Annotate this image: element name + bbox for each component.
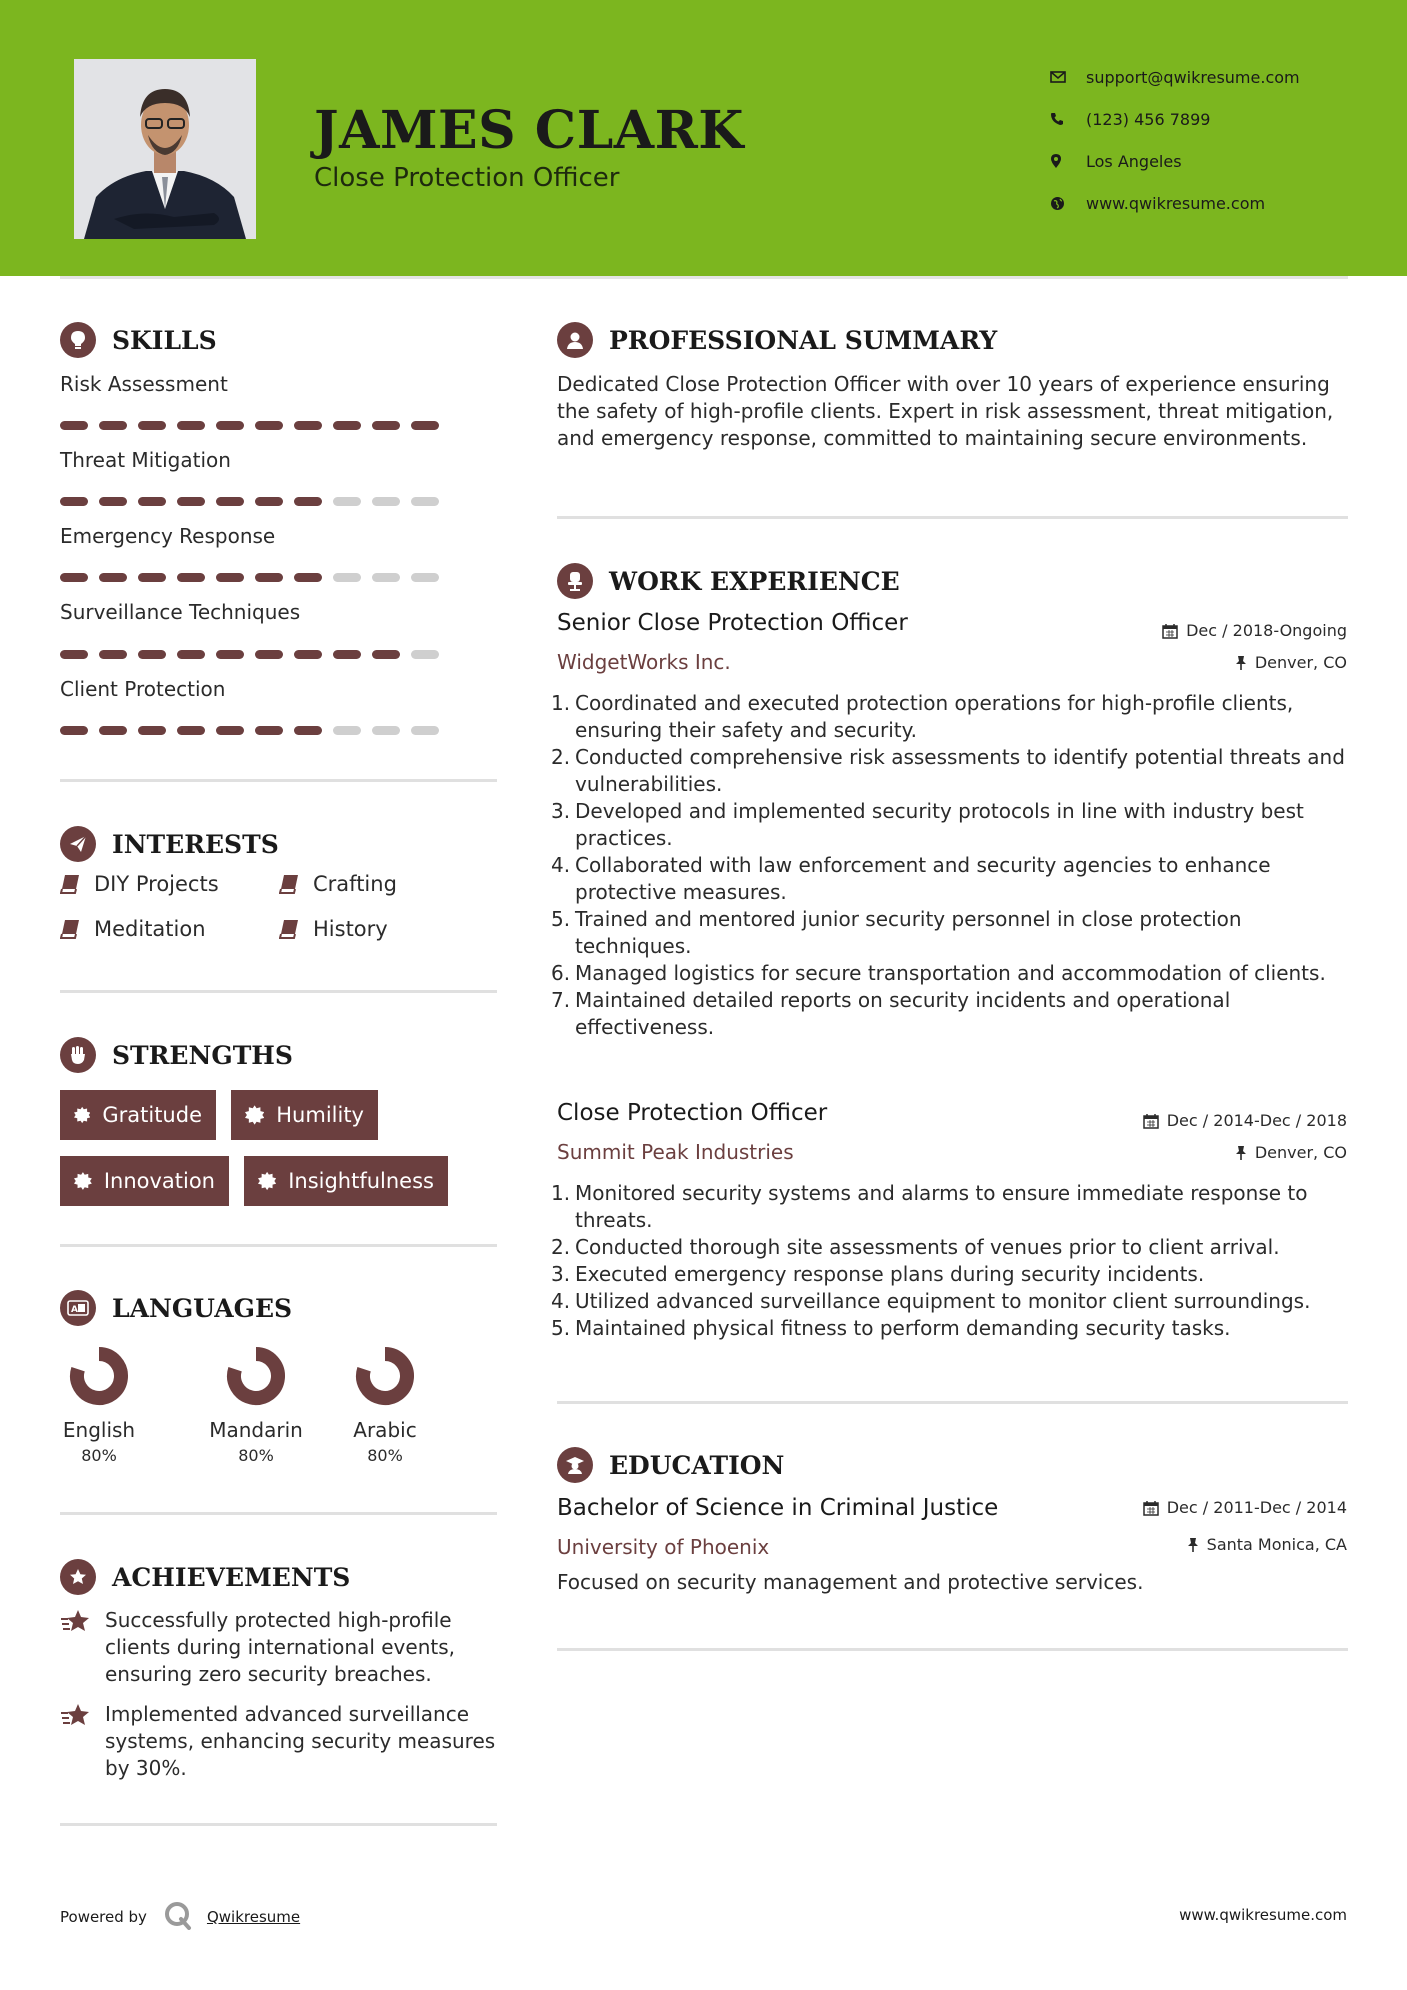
skill-dot-filled bbox=[138, 573, 166, 582]
language-name: Arabic bbox=[353, 1418, 417, 1442]
skill-dot-filled bbox=[60, 573, 88, 582]
skill-dot-empty bbox=[333, 726, 361, 735]
book-icon bbox=[60, 874, 80, 894]
skill-dot-filled bbox=[138, 421, 166, 430]
contact-phone-text: (123) 456 7899 bbox=[1086, 109, 1211, 129]
job-role: Senior Close Protection Officer bbox=[557, 610, 908, 636]
calendar-icon bbox=[1143, 1500, 1159, 1516]
skill-dot-filled bbox=[216, 421, 244, 430]
list-item: 2. Conducted comprehensive risk assessments to identify potential threats and vulnerabilities. bbox=[551, 745, 1345, 796]
skill-dot-filled bbox=[255, 497, 283, 506]
achievement-item bbox=[60, 1607, 500, 1688]
job-responsibilities bbox=[551, 1180, 1357, 1342]
book-icon bbox=[279, 874, 299, 894]
language-name: English bbox=[62, 1418, 136, 1442]
interest-item bbox=[279, 917, 388, 941]
language-name: Mandarin bbox=[209, 1418, 303, 1442]
languages-title: LANGUAGES bbox=[112, 1293, 293, 1323]
badge-icon bbox=[258, 1171, 276, 1191]
contact-website[interactable] bbox=[1050, 182, 1300, 224]
pin-icon bbox=[1235, 655, 1247, 671]
skill-dot-filled bbox=[216, 497, 244, 506]
job-location-text: Denver, CO bbox=[1254, 653, 1347, 672]
footer-powered-by bbox=[60, 1900, 300, 1934]
badge-icon bbox=[245, 1105, 264, 1125]
section-divider bbox=[557, 516, 1348, 519]
skill-dot-filled bbox=[177, 573, 205, 582]
experience-title: WORK EXPERIENCE bbox=[609, 566, 900, 596]
job-company: WidgetWorks Inc. bbox=[557, 650, 731, 674]
list-item: 7. Maintained detailed reports on security incidents and operational effectiveness. bbox=[551, 988, 1231, 1039]
strength-badge bbox=[60, 1156, 229, 1206]
contact-email-text: support@qwikresume.com bbox=[1086, 67, 1300, 87]
education-title: EDUCATION bbox=[609, 1450, 785, 1480]
section-divider bbox=[60, 990, 497, 993]
interest-label: DIY Projects bbox=[94, 872, 219, 896]
paper-plane-icon bbox=[60, 826, 96, 862]
skill-dot-filled bbox=[294, 726, 322, 735]
profile-photo bbox=[74, 59, 256, 239]
interest-label: Crafting bbox=[313, 872, 397, 896]
skill-dot-filled bbox=[294, 573, 322, 582]
job-location bbox=[1235, 653, 1347, 672]
badge-icon bbox=[74, 1171, 92, 1191]
skill-dot-filled bbox=[60, 497, 88, 506]
language-item bbox=[39, 1344, 159, 1465]
header-divider bbox=[60, 276, 1348, 279]
strength-badge bbox=[231, 1090, 378, 1140]
strength-badge bbox=[244, 1156, 448, 1206]
calendar-icon bbox=[1143, 1113, 1159, 1129]
skill-dot-filled bbox=[294, 421, 322, 430]
strengths-heading bbox=[60, 1037, 293, 1073]
education-description: Focused on security management and protective services. bbox=[557, 1570, 1144, 1594]
skill-dot-filled bbox=[138, 497, 166, 506]
contact-website-text: www.qwikresume.com bbox=[1086, 193, 1266, 213]
user-icon bbox=[557, 322, 593, 358]
skill-name: Risk Assessment bbox=[60, 372, 228, 396]
contact-phone[interactable] bbox=[1050, 98, 1300, 140]
skill-dot-filled bbox=[99, 726, 127, 735]
achievement-item bbox=[60, 1701, 500, 1782]
pin-icon bbox=[1235, 1145, 1247, 1161]
strength-label: Gratitude bbox=[102, 1103, 202, 1127]
skill-dot-filled bbox=[255, 726, 283, 735]
powered-by-label: Powered by bbox=[60, 1908, 147, 1926]
location-icon bbox=[1050, 153, 1086, 169]
achievement-text: Successfully protected high-profile clients during international events, ensuring zero security breaches. bbox=[105, 1608, 455, 1686]
language-progress-arc bbox=[363, 1354, 407, 1398]
job-dates bbox=[1143, 1111, 1347, 1130]
language-item bbox=[325, 1344, 445, 1465]
pin-icon bbox=[1187, 1537, 1199, 1553]
language-progress-ring bbox=[224, 1344, 288, 1408]
skill-dot-filled bbox=[60, 726, 88, 735]
skill-dot-filled bbox=[177, 421, 205, 430]
section-divider bbox=[60, 1244, 497, 1247]
job-location bbox=[1235, 1143, 1347, 1162]
education-degree: Bachelor of Science in Criminal Justice bbox=[557, 1495, 999, 1521]
skill-dot-filled bbox=[255, 421, 283, 430]
skill-dot-filled bbox=[177, 726, 205, 735]
skill-rating bbox=[60, 421, 450, 430]
interests-title: INTERESTS bbox=[112, 829, 279, 859]
job-role: Close Protection Officer bbox=[557, 1100, 828, 1126]
star-badge-icon bbox=[60, 1559, 96, 1595]
education-dates-text: Dec / 2011-Dec / 2014 bbox=[1166, 1498, 1347, 1517]
skill-dot-filled bbox=[255, 650, 283, 659]
language-progress-ring bbox=[353, 1344, 417, 1408]
skill-dot-empty bbox=[333, 573, 361, 582]
job-responsibilities bbox=[551, 690, 1357, 1041]
globe-icon bbox=[1050, 196, 1086, 211]
education-school: University of Phoenix bbox=[557, 1535, 770, 1559]
education-location-text: Santa Monica, CA bbox=[1206, 1535, 1347, 1554]
skill-name: Surveillance Techniques bbox=[60, 600, 301, 624]
skill-name: Client Protection bbox=[60, 677, 226, 701]
contact-location-text: Los Angeles bbox=[1086, 151, 1182, 171]
skill-rating bbox=[60, 497, 450, 506]
skill-rating bbox=[60, 726, 450, 735]
interest-label: Meditation bbox=[94, 917, 206, 941]
interests-heading bbox=[60, 826, 279, 862]
qwikresume-link[interactable]: Qwikresume bbox=[206, 1908, 301, 1926]
skill-dot-filled bbox=[99, 421, 127, 430]
calendar-icon bbox=[1162, 623, 1178, 639]
job-location-text: Denver, CO bbox=[1254, 1143, 1347, 1162]
skill-dot-filled bbox=[372, 650, 400, 659]
star-icon bbox=[60, 1607, 105, 1688]
interest-item bbox=[60, 917, 206, 941]
section-divider bbox=[557, 1648, 1348, 1651]
fist-icon bbox=[60, 1037, 96, 1073]
language-percent: 80% bbox=[238, 1446, 274, 1465]
candidate-name: JAMES CLARK bbox=[314, 100, 745, 161]
skill-dot-filled bbox=[216, 650, 244, 659]
skill-dot-empty bbox=[372, 726, 400, 735]
svg-text:A: A bbox=[71, 1305, 78, 1315]
job-dates-text: Dec / 2018-Ongoing bbox=[1186, 621, 1347, 640]
strength-label: Humility bbox=[276, 1103, 364, 1127]
section-divider bbox=[557, 1401, 1348, 1404]
skill-dot-filled bbox=[294, 497, 322, 506]
list-item: 3. Developed and implemented security protocols in line with industry best practices. bbox=[551, 799, 1304, 850]
language-progress-ring bbox=[67, 1344, 131, 1408]
experience-heading bbox=[557, 563, 900, 599]
list-item: 6. Managed logistics for secure transportation and accommodation of clients. bbox=[551, 961, 1326, 985]
list-item: 5. Maintained physical fitness to perform demanding security tasks. bbox=[551, 1316, 1231, 1340]
skill-dot-filled bbox=[99, 497, 127, 506]
summary-title: PROFESSIONAL SUMMARY bbox=[609, 325, 998, 355]
list-item: 4. Utilized advanced surveillance equipment to monitor client surroundings. bbox=[551, 1289, 1311, 1313]
skill-name: Emergency Response bbox=[60, 524, 276, 548]
skill-dot-filled bbox=[60, 421, 88, 430]
skill-dot-filled bbox=[294, 650, 322, 659]
language-progress-arc bbox=[77, 1354, 121, 1398]
skill-dot-empty bbox=[411, 650, 439, 659]
skill-dot-filled bbox=[372, 421, 400, 430]
interest-item bbox=[60, 872, 219, 896]
skill-dot-empty bbox=[333, 497, 361, 506]
qwikresume-logo-icon bbox=[163, 1900, 193, 1934]
skill-dot-filled bbox=[99, 573, 127, 582]
strength-badge bbox=[60, 1090, 216, 1140]
achievements-title: ACHIEVEMENTS bbox=[112, 1562, 351, 1592]
skill-dot-filled bbox=[216, 573, 244, 582]
skill-dot-empty bbox=[372, 497, 400, 506]
achievement-text: Implemented advanced surveillance systems, enhancing security measures by 30%. bbox=[105, 1702, 496, 1780]
skill-dot-empty bbox=[411, 497, 439, 506]
lightbulb-icon bbox=[60, 322, 96, 358]
job-dates bbox=[1162, 621, 1347, 640]
interest-label: History bbox=[313, 917, 388, 941]
interest-item bbox=[279, 872, 397, 896]
contact-email[interactable] bbox=[1050, 56, 1300, 98]
skill-dot-filled bbox=[60, 650, 88, 659]
section-divider bbox=[60, 1512, 497, 1515]
language-item bbox=[196, 1344, 316, 1465]
skills-title: SKILLS bbox=[112, 325, 217, 355]
language-percent: 80% bbox=[367, 1446, 403, 1465]
section-divider bbox=[60, 1823, 497, 1826]
strength-label: Insightfulness bbox=[288, 1169, 434, 1193]
phone-icon bbox=[1050, 112, 1086, 126]
translate-icon bbox=[60, 1290, 96, 1326]
star-icon bbox=[60, 1701, 105, 1782]
skill-rating bbox=[60, 650, 450, 659]
badge-icon bbox=[74, 1105, 90, 1125]
list-item: 3. Executed emergency response plans during security incidents. bbox=[551, 1262, 1205, 1286]
contact-location bbox=[1050, 140, 1300, 182]
summary-heading bbox=[557, 322, 997, 358]
achievements-heading bbox=[60, 1559, 350, 1595]
education-dates bbox=[1143, 1498, 1347, 1517]
graduate-icon bbox=[557, 1447, 593, 1483]
contact-list bbox=[1050, 56, 1300, 224]
candidate-title: Close Protection Officer bbox=[314, 163, 620, 193]
section-divider bbox=[60, 779, 497, 782]
job-dates-text: Dec / 2014-Dec / 2018 bbox=[1166, 1111, 1347, 1130]
list-item: 5. Trained and mentored junior security personnel in close protection techniques. bbox=[551, 907, 1242, 958]
skill-dot-empty bbox=[411, 726, 439, 735]
language-percent: 80% bbox=[81, 1446, 117, 1465]
strengths-title: STRENGTHS bbox=[112, 1040, 293, 1070]
mail-icon bbox=[1050, 71, 1086, 83]
chair-icon bbox=[557, 563, 593, 599]
skill-dot-filled bbox=[333, 650, 361, 659]
list-item: 1. Coordinated and executed protection operations for high-profile clients, ensuring their safety and security. bbox=[551, 691, 1294, 742]
skills-heading bbox=[60, 322, 217, 358]
skill-dot-filled bbox=[411, 421, 439, 430]
list-item: 1. Monitored security systems and alarms to ensure immediate response to threats. bbox=[551, 1181, 1308, 1232]
skill-rating bbox=[60, 573, 450, 582]
skill-dot-filled bbox=[138, 726, 166, 735]
summary-text: Dedicated Close Protection Officer with over 10 years of experience ensuring the safety of high-profile clients. Expert in risk assessment, threat mitigation, and emergency response, committed to maintaining secure environments. bbox=[557, 372, 1334, 450]
skill-dot-filled bbox=[333, 421, 361, 430]
skill-dot-empty bbox=[372, 573, 400, 582]
education-heading bbox=[557, 1447, 784, 1483]
skill-name: Threat Mitigation bbox=[60, 448, 231, 472]
skill-dot-filled bbox=[177, 650, 205, 659]
skill-dot-filled bbox=[99, 650, 127, 659]
skill-dot-empty bbox=[411, 573, 439, 582]
skill-dot-filled bbox=[255, 573, 283, 582]
languages-heading bbox=[60, 1290, 292, 1326]
list-item: 4. Collaborated with law enforcement and security agencies to enhance protective measures. bbox=[551, 853, 1271, 904]
skill-dot-filled bbox=[138, 650, 166, 659]
job-company: Summit Peak Industries bbox=[557, 1140, 794, 1164]
language-progress-arc bbox=[234, 1354, 278, 1398]
list-item: 2. Conducted thorough site assessments of venues prior to client arrival. bbox=[551, 1235, 1280, 1259]
skill-dot-filled bbox=[177, 497, 205, 506]
book-icon bbox=[60, 919, 80, 939]
education-location bbox=[1187, 1535, 1347, 1554]
strength-label: Innovation bbox=[103, 1169, 215, 1193]
footer-url[interactable]: www.qwikresume.com bbox=[1179, 1906, 1347, 1924]
skill-dot-filled bbox=[216, 726, 244, 735]
book-icon bbox=[279, 919, 299, 939]
